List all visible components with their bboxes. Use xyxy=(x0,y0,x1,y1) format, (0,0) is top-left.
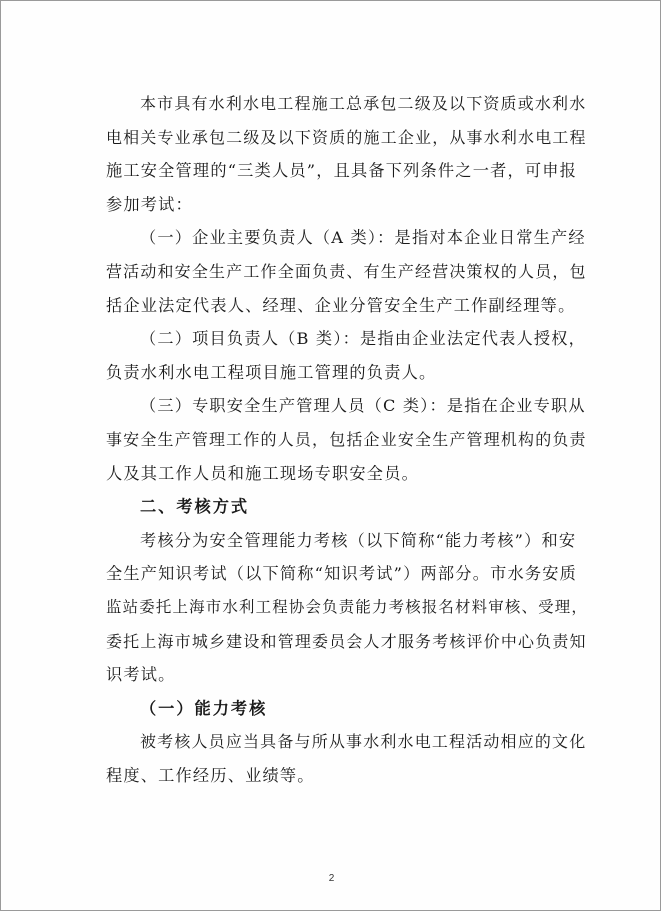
section-heading: 二、考核方式 xyxy=(140,497,250,517)
paragraph-line: 程度、工作经历、业绩等。 xyxy=(106,765,315,785)
paragraph-line: 全生产知识考试（以下简称“知识考试”）两部分。市水务安质 xyxy=(106,564,578,584)
section-heading: （一）能力考核 xyxy=(140,698,268,718)
paragraph-line: 本市具有水利水电工程施工总承包二级及以下资质或水利水 xyxy=(140,94,587,113)
document-body xyxy=(106,87,589,792)
paragraph-line: 营活动和安全生产工作全面负责、有生产经营决策权的人员，包 xyxy=(106,261,587,281)
paragraph-line: （二）项目负责人（B 类）：是指由企业法定代表人授权， xyxy=(140,329,587,349)
paragraph-line: 负责水利水电工程项目施工管理的负责人。 xyxy=(106,362,437,382)
paragraph-line: （一）企业主要负责人（A 类）：是指对本企业日常生产经 xyxy=(140,228,586,248)
paragraph-line: 电相关专业承包二级及以下资质的施工企业，从事水利水电工程 xyxy=(106,127,587,147)
paragraph-line: 参加考试： xyxy=(106,194,193,214)
paragraph-line: （三）专职安全生产管理人员（C 类）：是指在企业专职从 xyxy=(140,396,586,416)
paragraph-line: 括企业法定代表人、经理、企业分管安全生产工作副经理等。 xyxy=(106,295,576,315)
paragraph-line: 施工安全管理的“三类人员”，且具备下列条件之一者，可申报 xyxy=(106,161,578,181)
paragraph-line: 考核分为安全管理能力考核（以下简称“能力考核”）和安 xyxy=(140,530,577,550)
paragraph-line: 人及其工作人员和施工现场专职安全员。 xyxy=(106,463,419,483)
page-number: 2 xyxy=(328,873,335,884)
paragraph-line: 被考核人员应当具备与所从事水利水电工程活动相应的文化 xyxy=(140,732,587,752)
paragraph-line: 委托上海市城乡建设和管理委员会人才服务考核评价中心负责知 xyxy=(106,631,587,651)
paragraph-line: 识考试。 xyxy=(106,665,176,685)
paragraph-line: 事安全生产管理工作的人员，包括企业安全生产管理机构的负责 xyxy=(106,429,587,449)
paragraph-line: 监站委托上海市水利工程协会负责能力考核报名材料审核、受理， xyxy=(106,597,589,616)
